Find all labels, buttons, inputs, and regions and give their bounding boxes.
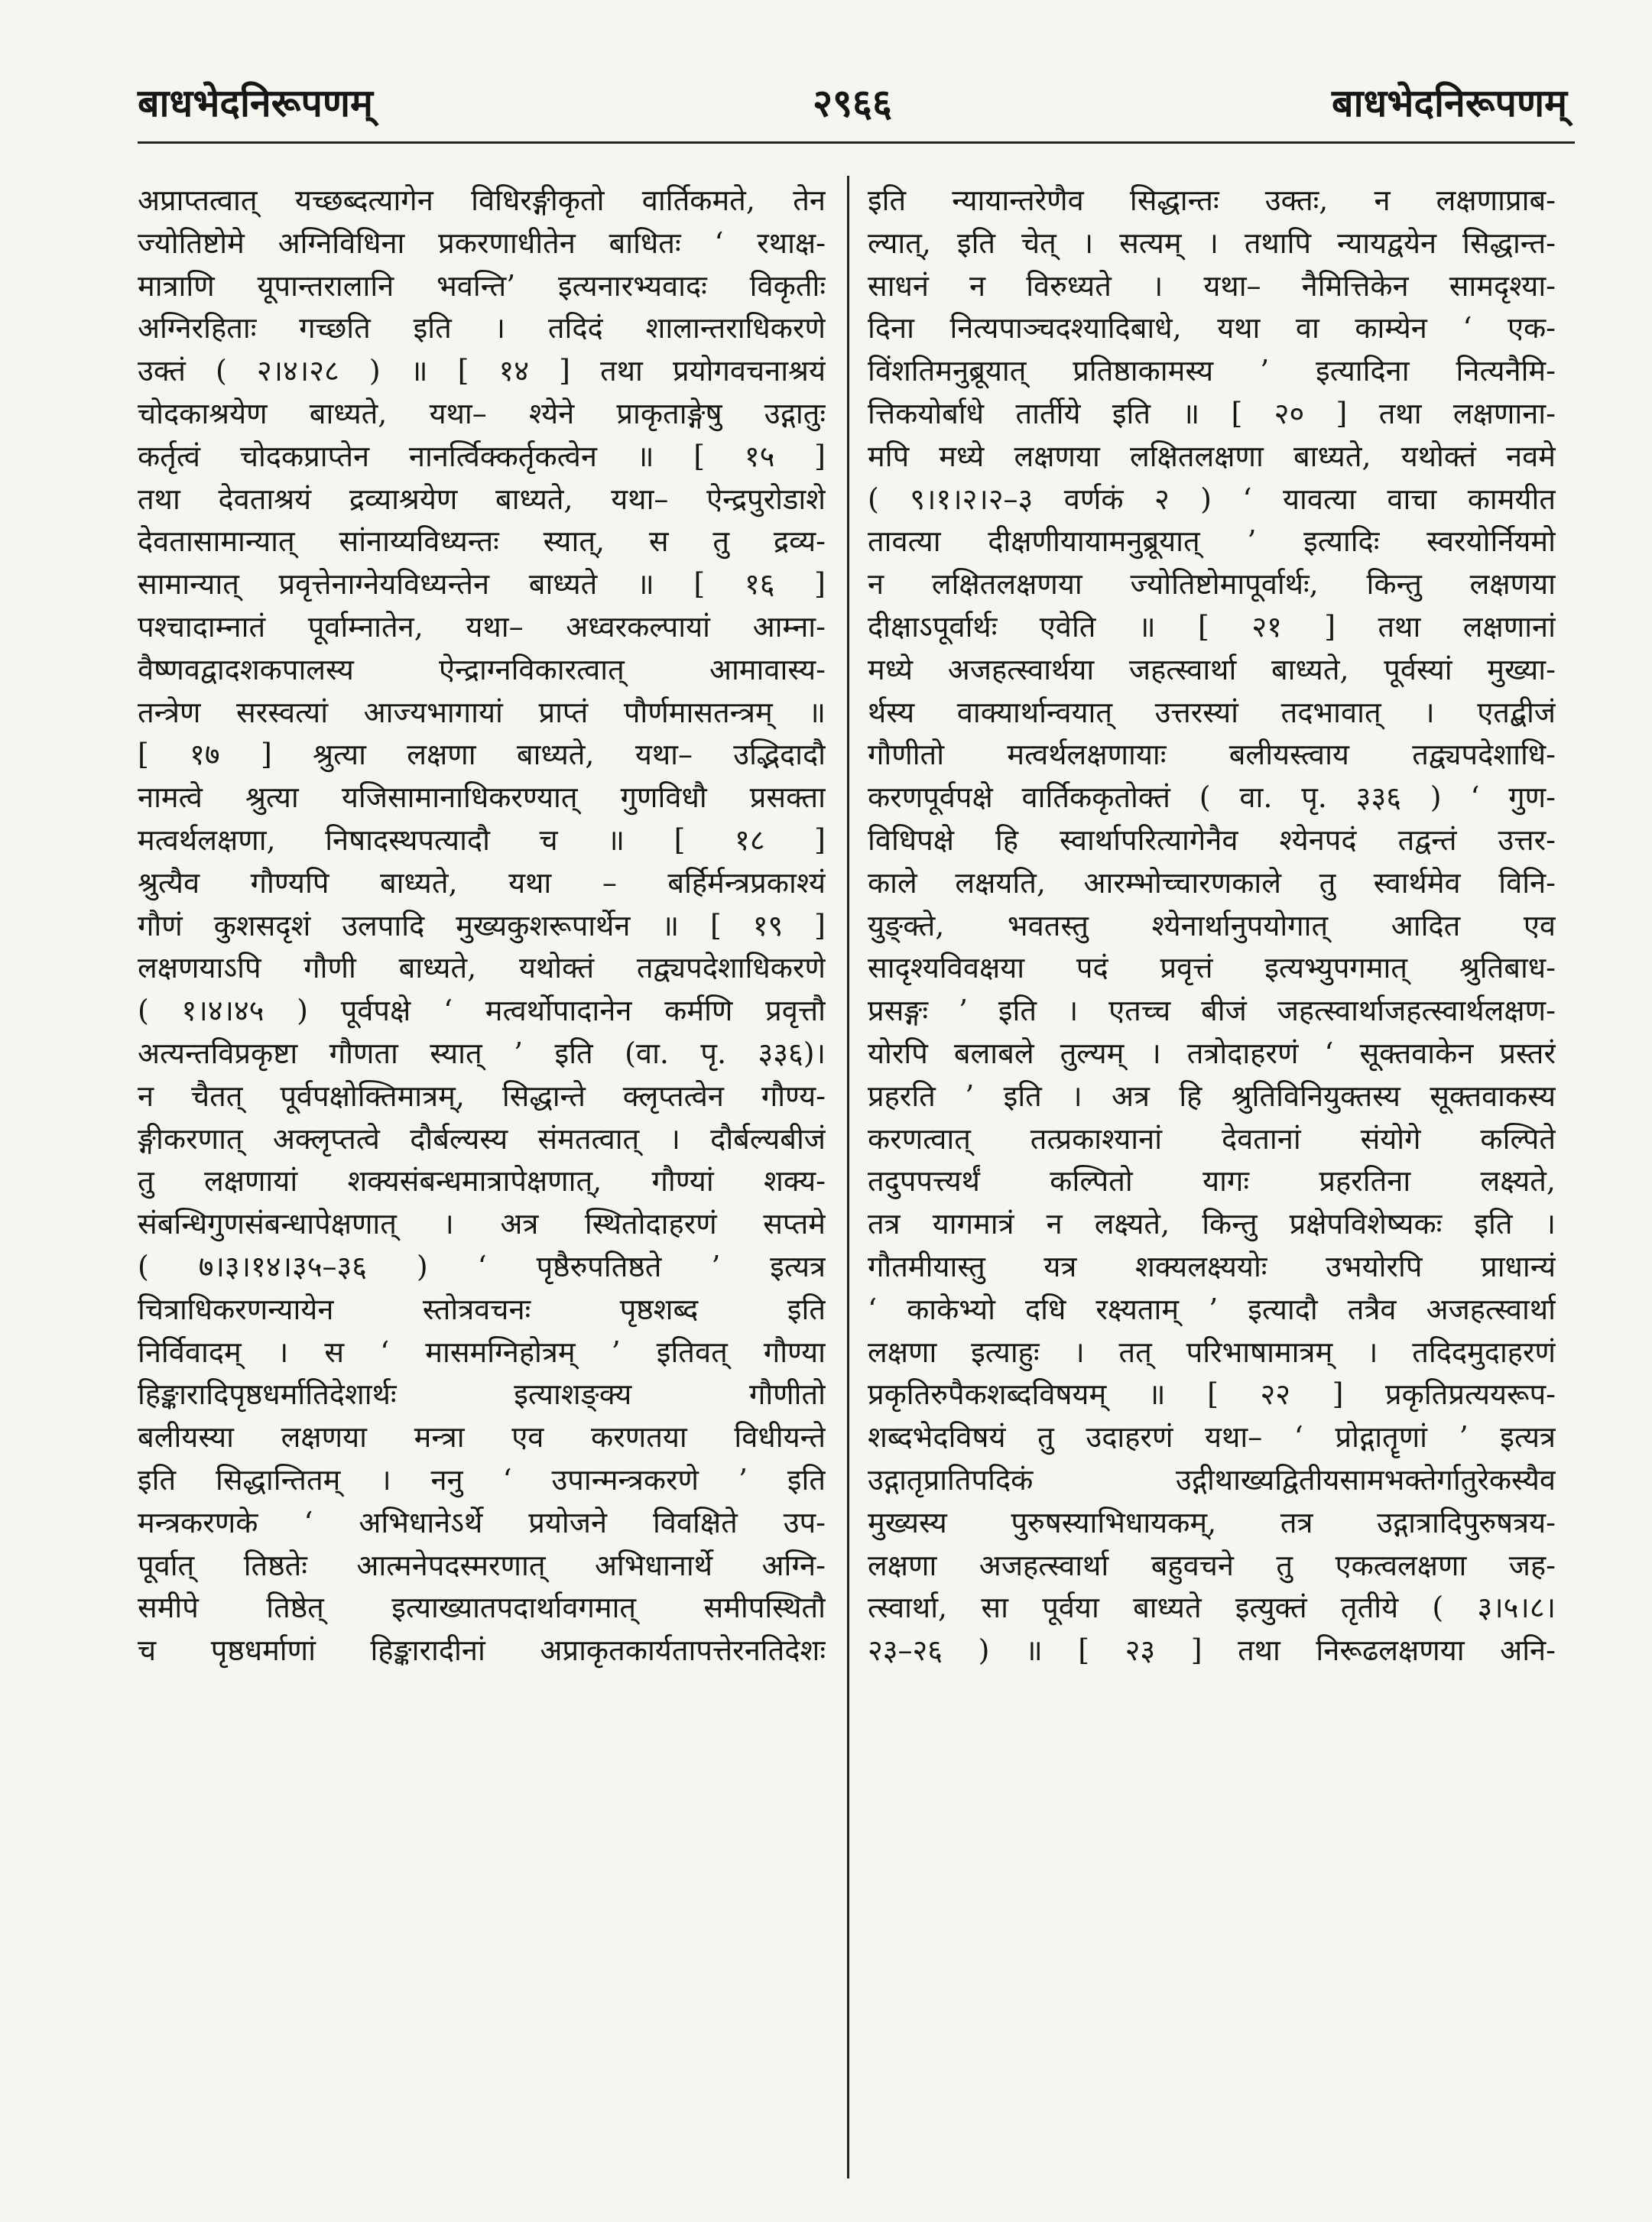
text-line: योरपि बलाबले तुल्यम् । तत्रोदाहरणं ‘ सूक्तवाकेन प्रस्तरं — [868, 1036, 1556, 1070]
text-line: गौणं कुशसदृशं उलपादि मुख्यकुशरूपार्थेन ॥ [ १९ ] — [138, 908, 826, 942]
text-line: लक्षणयाऽपि गौणी बाध्यते, यथोक्तं तद्व्यपदेशाधिकरणे — [138, 951, 826, 985]
text-line: मपि मध्ये लक्षणया लक्षितलक्षणा बाध्यते, यथोक्तं नवमे — [868, 439, 1556, 473]
text-line: अग्निरहिताः गच्छति इति । तदिदं शालान्तराधिकरणे — [138, 311, 826, 345]
text-line: तावत्या दीक्षणीयायामनुब्रूयात् ’ इत्यादिः स्वरयोर्नियमो — [868, 524, 1556, 559]
text-line: ( ७।३।१४।३५–३६ ) ‘ पृष्ठैरुपतिष्ठते ’ इत्यत्र — [138, 1249, 826, 1283]
right-column — [868, 180, 1556, 2198]
text-line: तु लक्षणायां शक्यसंबन्धमात्रापेक्षणात्, गौण्यां शक्य- — [138, 1164, 826, 1199]
text-line: संबन्धिगुणसंबन्धापेक्षणात् । अत्र स्थितोदाहरणं सप्तमे — [138, 1207, 826, 1241]
text-line: प्रहरति ’ इति । अत्र हि श्रुतिविनियुक्तस्य सूक्तवाकस्य — [868, 1079, 1556, 1113]
text-line: चोदकाश्रयेण बाध्यते, यथा– श्येने प्राकृताङ्गेषु उद्गातुः — [138, 396, 826, 430]
page-header — [138, 73, 1567, 134]
text-line: मत्वर्थलक्षणा, निषादस्थपत्यादौ च ॥ [ १८ ] — [138, 822, 826, 857]
text-line: प्रकृतिरुपैकशब्दविषयम् ॥ [ २२ ] प्रकृतिप्रत्ययरूप- — [868, 1377, 1556, 1412]
text-line: उक्तं ( २।४।२८ ) ॥ [ १४ ] तथा प्रयोगवचनाश्रयं — [138, 354, 826, 388]
text-line: २३–२६ ) ॥ [ २३ ] तथा निरूढलक्षणया अनि- — [868, 1633, 1556, 1668]
text-line: उद्गातृप्रातिपदिकं उद्गीथाख्यद्वितीयसामभक्तेर्गातुरेकस्यैव — [868, 1462, 1556, 1497]
column-divider — [847, 176, 849, 2178]
text-line: मन्त्रकरणके ‘ अभिधानेऽर्थे प्रयोजने विवक्षिते उप- — [138, 1505, 826, 1539]
text-line: ( ९।१।२।२–३ वर्णकं २ ) ‘ यावत्या वाचा कामयीत — [868, 482, 1556, 516]
text-line: तथा देवताश्रयं द्रव्याश्रयेण बाध्यते, यथा– ऐन्द्रपुरोडाशे — [138, 482, 826, 516]
text-line: श्रुत्यैव गौण्यपि बाध्यते, यथा – बर्हिर्मन्त्रप्रकाश्यं — [138, 865, 826, 900]
text-line: चित्राधिकरणन्यायेन स्तोत्रवचनः पृष्ठशब्द इति — [138, 1292, 826, 1326]
text-line: ‘ काकेभ्यो दधि रक्ष्यताम् ’ इत्यादौ तत्रैव अजहत्स्वार्था — [868, 1292, 1556, 1326]
header-rule — [138, 141, 1575, 144]
text-line: इति सिद्धान्तितम् । ननु ‘ उपान्मन्त्रकरणे ’ इति — [138, 1462, 826, 1497]
running-title-left: बाधभेदनिरूपणम् — [138, 80, 373, 125]
text-line: समीपे तिष्ठेत् इत्याख्यातपदार्थावगमात् समीपस्थितौ — [138, 1591, 826, 1625]
text-line: तदुपपत्त्यर्थं कल्पितो यागः प्रहरतिना लक्ष्यते, — [868, 1164, 1556, 1199]
text-line: पश्चादाम्नातं पूर्वाम्नातेन, यथा– अध्वरकल्पायां आम्ना- — [138, 609, 826, 644]
text-line: च पृष्ठधर्माणां हिङ्कारादीनां अप्राकृतकार्यतापत्तेरनतिदेशः — [138, 1633, 826, 1668]
text-line: तत्र यागमात्रं न लक्ष्यते, किन्तु प्रक्षेपविशेष्यकः इति । — [868, 1207, 1556, 1241]
text-line: तन्त्रेण सरस्वत्यां आज्यभागायां प्राप्तं पौर्णमासतन्त्रम् ॥ — [138, 695, 826, 729]
text-line: त्स्वार्था, सा पूर्वया बाध्यते इत्युक्तं तृतीये ( ३।५।८। — [868, 1591, 1556, 1625]
text-line: दिना नित्यपाञ्चदश्यादिबाधे, यथा वा काम्येन ‘ एक- — [868, 311, 1556, 345]
text-line: गौतमीयास्तु यत्र शक्यलक्ष्ययोः उभयोरपि प्राधान्यं — [868, 1249, 1556, 1283]
text-line: साधनं न विरुध्यते । यथा– नैमित्तिकेन सामदृश्या- — [868, 268, 1556, 303]
text-line: नामत्वे श्रुत्या यजिसामानाधिकरण्यात् गुणविधौ प्रसक्ता — [138, 780, 826, 815]
text-line: बलीयस्या लक्षणया मन्त्रा एव करणतया विधीयन्ते — [138, 1420, 826, 1455]
text-line: त्तिकयोर्बाधे तार्तीये इति ॥ [ २० ] तथा लक्षणाना- — [868, 396, 1556, 430]
text-line: अप्राप्तत्वात् यच्छब्दत्यागेन विधिरङ्गीकृतो वार्तिकमते, तेन — [138, 183, 826, 217]
text-line: गौणीतो मत्वर्थलक्षणायाः बलीयस्त्वाय तद्व्यपदेशाधि- — [868, 738, 1556, 772]
text-line: ( १।४।४५ ) पूर्वपक्षे ‘ मत्वर्थोपादानेन कर्मणि प्रवृत्तौ — [138, 994, 826, 1028]
text-line: विंशतिमनुब्रूयात् प्रतिष्ठाकामस्य ’ इत्यादिना नित्यनैमि- — [868, 354, 1556, 388]
text-line: इति न्यायान्तरेणैव सिद्धान्तः उक्तः, न लक्षणाप्राब- — [868, 183, 1556, 217]
text-line: ङ्गीकरणात् अक्लृप्तत्वे दौर्बल्यस्य संमतत्वात् । दौर्बल्यबीजं — [138, 1121, 826, 1156]
text-line: काले लक्षयति, आरम्भोच्चारणकाले तु स्वार्थमेव विनि- — [868, 865, 1556, 900]
text-line: करणत्वात् तत्प्रकाश्यानां देवतानां संयोगे कल्पिते — [868, 1121, 1556, 1156]
text-line: निर्विवादम् । स ‘ मासमग्निहोत्रम् ’ इतिवत् गौण्या — [138, 1335, 826, 1369]
text-line: न लक्षितलक्षणया ज्योतिष्टोमापूर्वार्थः, किन्तु लक्षणया — [868, 567, 1556, 602]
text-line: ल्यात्, इति चेत् । सत्यम् । तथापि न्यायद्वयेन सिद्धान्त- — [868, 225, 1556, 260]
text-line: अत्यन्तविप्रकृष्टा गौणता स्यात् ’ इति (वा. पृ. ३३६)। — [138, 1036, 826, 1070]
text-line: विधिपक्षे हि स्वार्थापरित्यागेनैव श्येनपदं तद्वन्तं उत्तर- — [868, 822, 1556, 857]
text-line: लक्षणा अजहत्स्वार्था बहुवचने तु एकत्वलक्षणा जह- — [868, 1548, 1556, 1582]
text-line: [ १७ ] श्रुत्या लक्षणा बाध्यते, यथा– उद्भिदादौ — [138, 738, 826, 772]
text-line: र्थस्य वाक्यार्थान्वयात् उत्तरस्यां तदभावात् । एतद्बीजं — [868, 695, 1556, 729]
text-line: हिङ्कारादिपृष्ठधर्मातिदेशार्थः इत्याशङ्क्य गौणीतो — [138, 1377, 826, 1412]
text-line: करणपूर्वपक्षे वार्तिककृतोक्तं ( वा. पृ. ३३६ ) ‘ गुण- — [868, 780, 1556, 815]
text-line: युङ्क्ते, भवतस्तु श्येनार्थानुपयोगात् आदित एव — [868, 908, 1556, 942]
text-line: न चैतत् पूर्वपक्षोक्तिमात्रम्, सिद्धान्ते क्लृप्तत्वेन गौण्य- — [138, 1079, 826, 1113]
text-line: सामान्यात् प्रवृत्तेनाग्नेयविध्यन्तेन बाध्यते ॥ [ १६ ] — [138, 567, 826, 602]
text-line: मुख्यस्य पुरुषस्याभिधायकम्, तत्र उद्गात्रादिपुरुषत्रय- — [868, 1505, 1556, 1539]
text-line: सादृश्यविवक्षया पदं प्रवृत्तं इत्यभ्युपगमात् श्रुतिबाध- — [868, 951, 1556, 985]
text-line: कर्तृत्वं चोदकप्राप्तेन नानर्त्विक्कर्तृकत्वेन ॥ [ १५ ] — [138, 439, 826, 473]
text-line: वैष्णवद्वादशकपालस्य ऐन्द्राग्नविकारत्वात् आमावास्य- — [138, 652, 826, 686]
text-line: देवतासामान्यात् सांनाय्यविध्यन्तः स्यात्, स तु द्रव्य- — [138, 524, 826, 559]
running-title-right: बाधभेदनिरूपणम् — [1332, 80, 1567, 125]
text-line: शब्दभेदविषयं तु उदाहरणं यथा– ‘ प्रोद्गातॄणां ’ इत्यत्र — [868, 1420, 1556, 1455]
left-column — [138, 180, 826, 2198]
text-line: मात्राणि यूपान्तरालानि भवन्ति’ इत्यनारभ्यवादः विकृतीः — [138, 268, 826, 303]
text-line: प्रसङ्गः ’ इति । एतच्च बीजं जहत्स्वार्थाजहत्स्वार्थलक्षण- — [868, 994, 1556, 1028]
text-line: मध्ये अजहत्स्वार्थया जहत्स्वार्था बाध्यते, पूर्वस्यां मुख्या- — [868, 652, 1556, 686]
text-line: लक्षणा इत्याहुः । तत् परिभाषामात्रम् । तदिदमुदाहरणं — [868, 1335, 1556, 1369]
text-line: दीक्षाऽपूर्वार्थः एवेति ॥ [ २१ ] तथा लक्षणानां — [868, 609, 1556, 644]
page-number: २९६६ — [813, 80, 892, 125]
text-line: ज्योतिष्टोमे अग्निविधिना प्रकरणाधीतेन बाधितः ‘ रथाक्ष- — [138, 225, 826, 260]
text-line: पूर्वात् तिष्ठतेः आत्मनेपदस्मरणात् अभिधानार्थे अग्नि- — [138, 1548, 826, 1582]
